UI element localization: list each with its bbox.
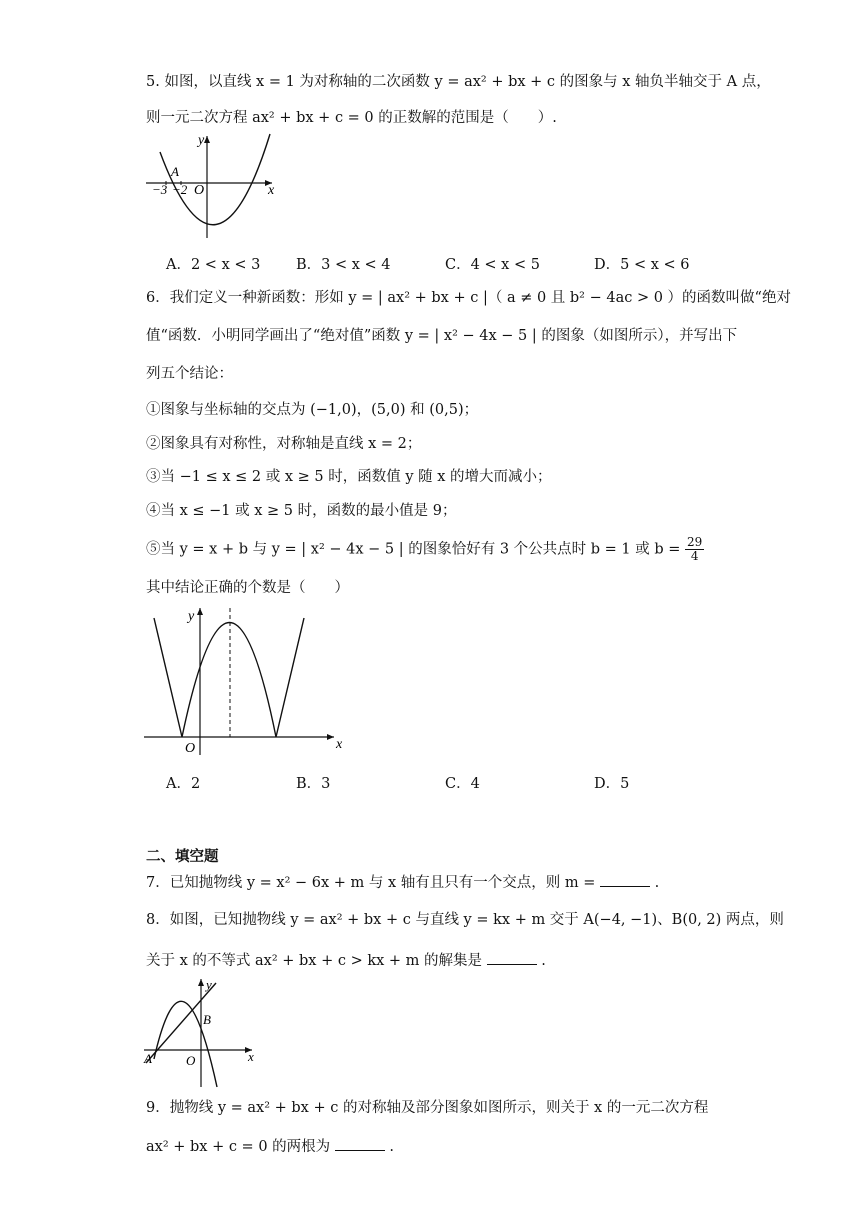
q7-text: 7．已知抛物线 y = x² − 6x + m 与 x 轴有且只有一个交点，则 m = [146,875,596,891]
q6-left-branch [154,618,182,737]
q8-parabola-line-graph [140,975,260,1090]
q6-conclusion-5-text: ⑤当 y = x + b 与 y = | x² − 4x − 5 | 的图象恰好有 3 个公共点时 b = 1 或 b = [146,541,681,558]
q5-parabola-curve [160,134,270,225]
q5-parabola-graph [140,130,280,240]
q6-conclusion-1: ①图象与坐标轴的交点为 (−1,0)，(5,0) 和 (0,5)； [146,402,479,418]
q5-y-arrow [204,136,210,143]
q7-period: . [654,875,660,891]
q6-conclusion-2: ②图象具有对称性，对称轴是直线 x = 2； [146,436,422,452]
q7-answer-blank[interactable] [600,872,650,887]
q9-period: . [389,1139,394,1155]
q5-option-a: A．2 < x < 3 [166,257,261,273]
q6-x-arrow [327,734,334,740]
q6-question: 其中结论正确的个数是（ ） [146,580,349,596]
q5-line1: 5. 如图，以直线 x = 1 为对称轴的二次函数 y = ax² + bx + c 的图象与 x 轴负半轴交于 A 点， [146,74,771,90]
q5-tick-neg3-label: −3 [152,182,168,197]
section-title-fill-in: 二、填空题 [146,849,219,865]
q6-option-a: A．2 [166,776,201,792]
q6-conclusion-4: ④当 x ≤ −1 或 x ≥ 5 时，函数的最小值是 9； [146,503,457,519]
q6-middle-arch [182,623,276,738]
q5-point-a-label: A [171,164,179,179]
q9-line1: 9．抛物线 y = ax² + bx + c 的对称轴及部分图象如图所示，则关于 x 的一元二次方程 [146,1100,709,1116]
q8-point-b-label: B [203,1012,211,1027]
q6-option-b: B．3 [296,776,331,792]
q6-option-c: C．4 [445,776,480,792]
q8-y-arrow [198,979,204,986]
q5-line2: 则一元二次方程 ax² + bx + c = 0 的正数解的范围是（ ）. [146,110,557,126]
q6-right-branch [276,618,304,737]
q8-line1: 8．如图，已知抛物线 y = ax² + bx + c 与直线 y = kx + m 交于 A(−4, −1)、B(0, 2) 两点，则 [146,912,784,928]
q8-origin-label: O [186,1053,196,1068]
q7-line [146,872,659,893]
q5-origin-label: O [194,183,205,198]
q5-tick-neg2-label: −2 [172,182,188,197]
q8-period: . [541,953,546,969]
q9-line2 [146,1136,394,1157]
q6-absolute-value-graph [140,600,360,760]
q8-line2-text: 关于 x 的不等式 ax² + bx + c > kx + m 的解集是 [146,953,483,969]
q8-x-label: x [248,1049,254,1064]
q8-line2 [146,950,546,971]
q9-line2-text: ax² + bx + c = 0 的两根为 [146,1139,331,1155]
q6-line2: 值“函数．小明同学画出了“绝对值”函数 y = | x² − 4x − 5 | 的图象（如图所示），并写出下 [146,328,738,344]
q5-option-c: C．4 < x < 5 [445,257,540,273]
q6-line3: 列五个结论： [146,366,233,382]
q9-answer-blank[interactable] [335,1136,385,1151]
q5-x-label: x [268,183,275,198]
q6-conclusion-5 [146,536,704,563]
q5-option-d: D．5 < x < 6 [594,257,690,273]
q6-option-d: D．5 [594,776,630,792]
q6-fraction-denominator: 4 [690,549,699,563]
q6-x-label: x [336,737,343,752]
q8-answer-blank[interactable] [487,950,537,965]
q5-y-label: y [198,133,205,148]
q6-line1: 6．我们定义一种新函数：形如 y = | ax² + bx + c |（ a ≠ 0 且 b² − 4ac > 0 ）的函数叫做“绝对 [146,290,791,306]
q6-conclusion-3: ③当 −1 ≤ x ≤ 2 或 x ≥ 5 时，函数值 y 随 x 的增大而减小； [146,469,552,485]
q6-origin-label: O [185,741,196,756]
q6-fraction-numerator: 29 [687,535,703,549]
q8-y-label: y [206,977,212,992]
q8-point-a-label: A [144,1051,152,1066]
q6-y-label: y [188,609,195,624]
q6-y-arrow [197,608,203,615]
q6-fraction [685,536,704,563]
q5-option-b: B．3 < x < 4 [296,257,391,273]
